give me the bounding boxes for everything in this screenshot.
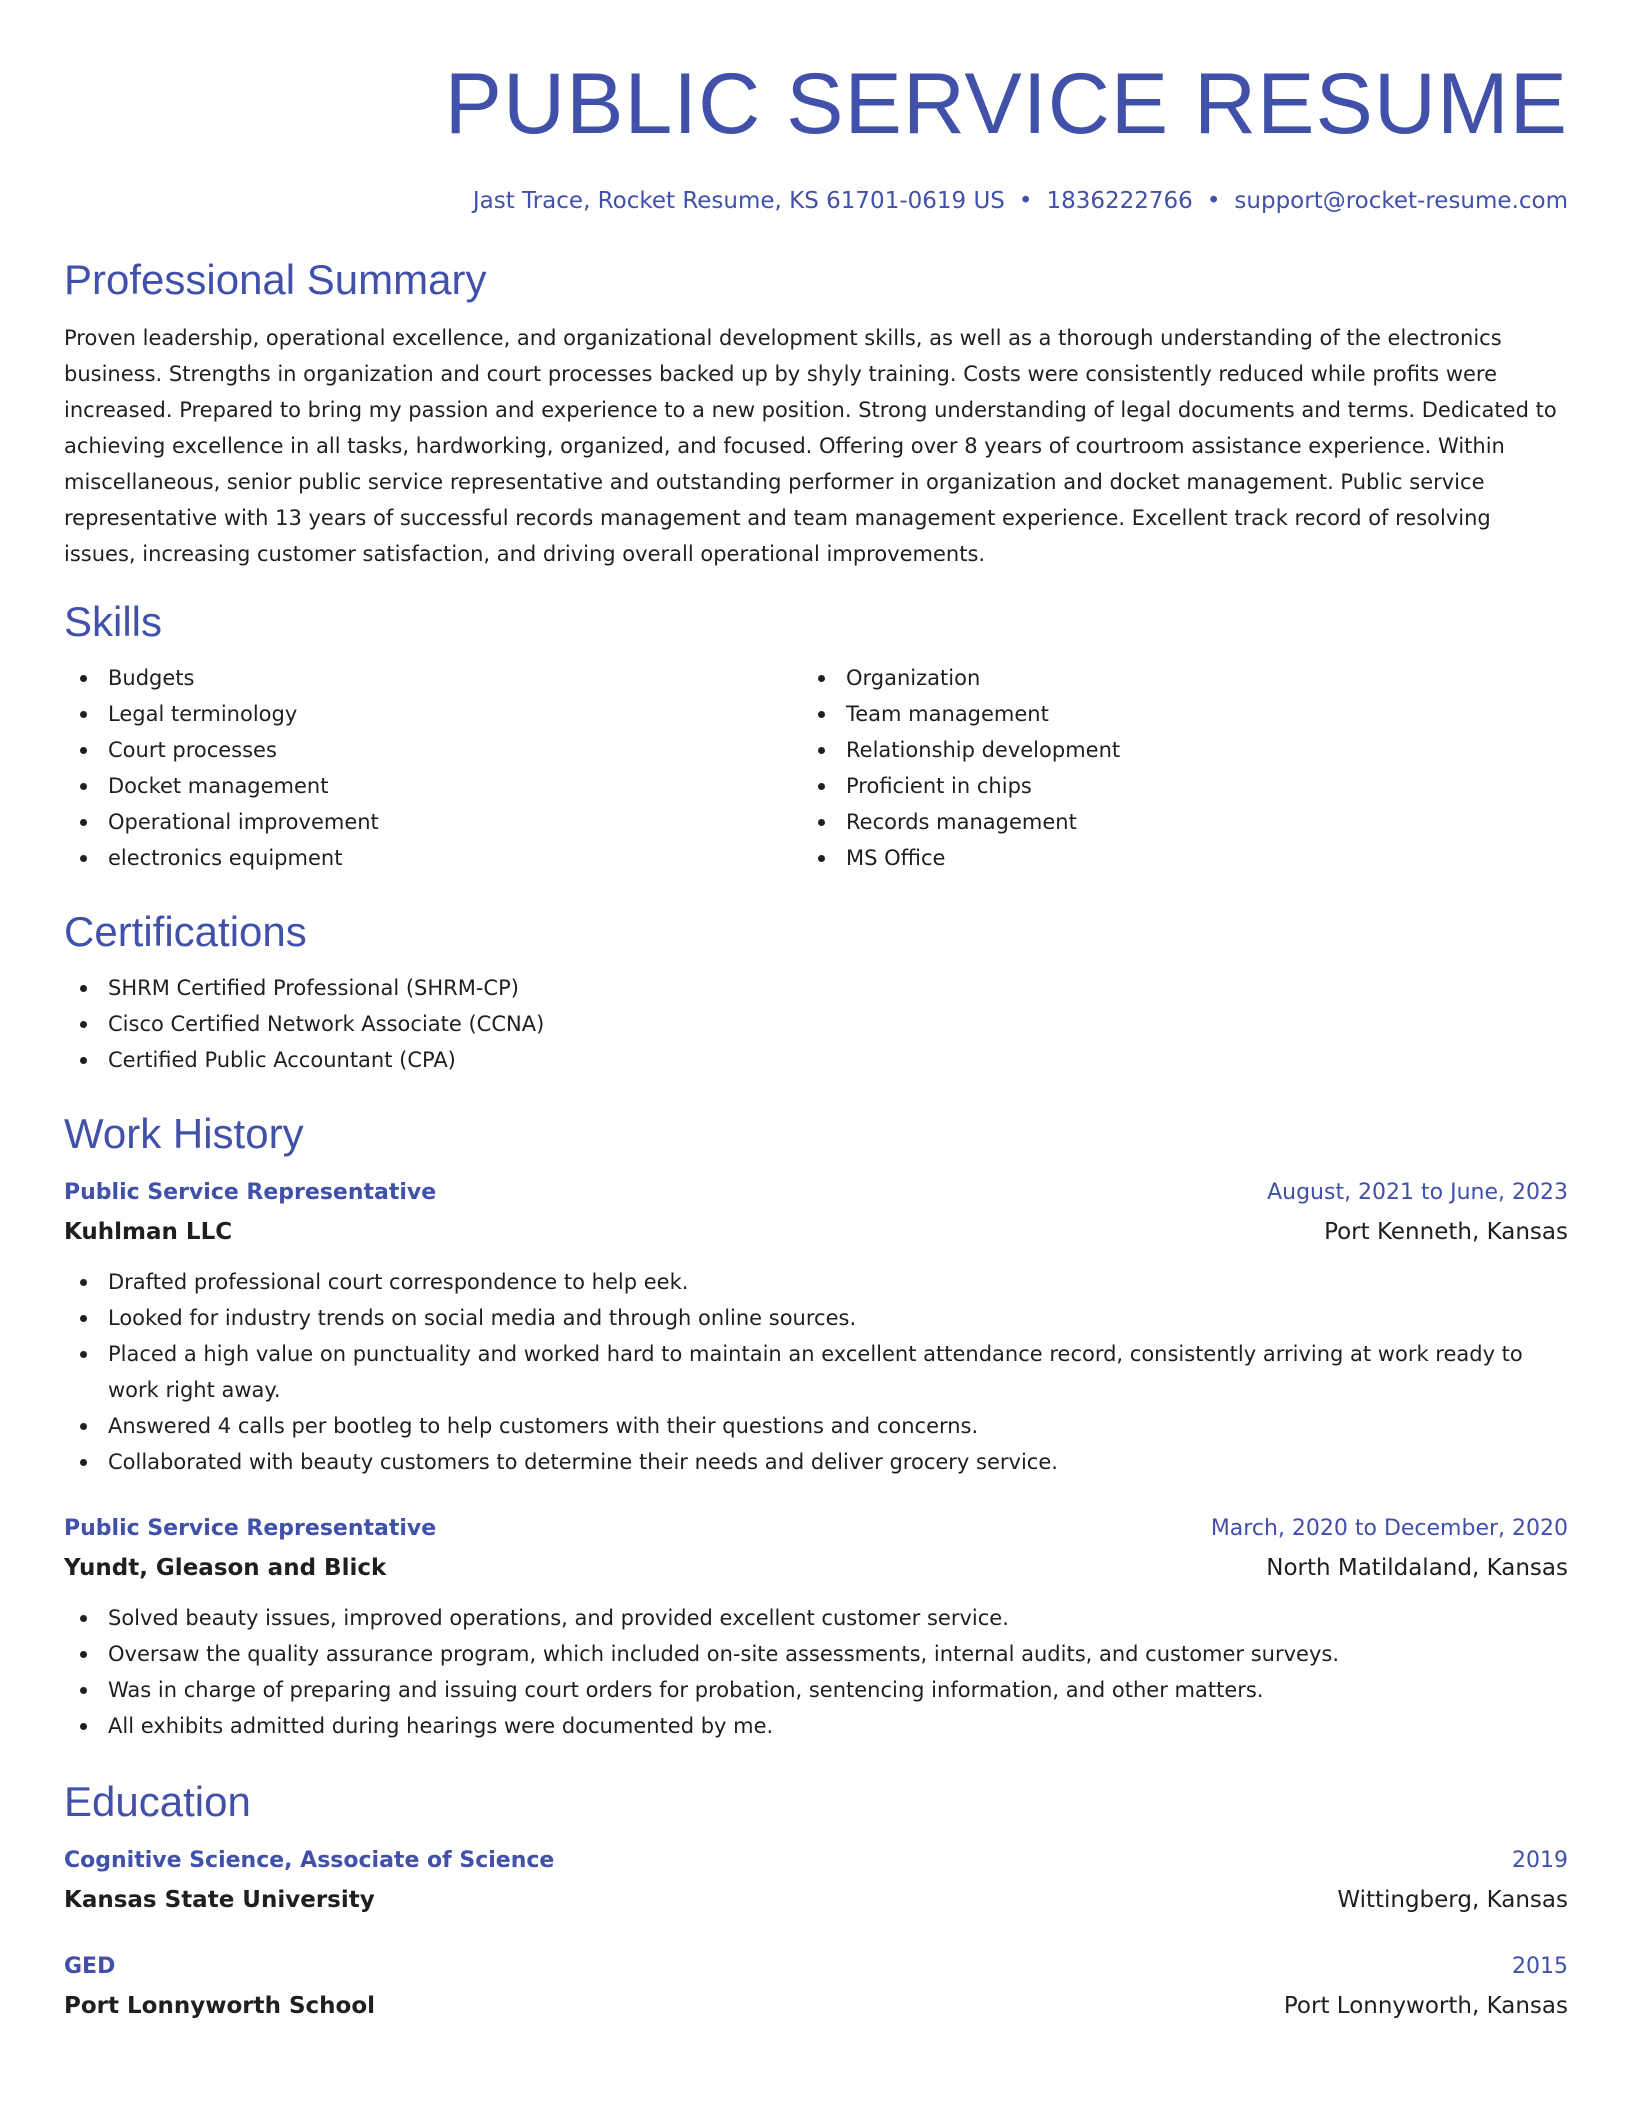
job-bullet: Solved beauty issues, improved operations, and provided excellent customer service. — [64, 1600, 1568, 1636]
job-subheader — [64, 1212, 1568, 1252]
skill-item: Organization — [802, 660, 1540, 696]
education-location: Port Lonnyworth, Kansas — [1283, 1993, 1568, 2019]
contact-separator: • — [1018, 188, 1033, 214]
education-year: 2015 — [1512, 1954, 1568, 1979]
education-section — [64, 1776, 1568, 2026]
education-school: Port Lonnyworth School — [64, 1993, 376, 2019]
education-header — [64, 1948, 1568, 1986]
job-title: Public Service Representative — [64, 1180, 437, 1205]
skill-item: Legal terminology — [64, 696, 802, 732]
job-bullet: Answered 4 calls per bootleg to help customers with their questions and concerns. — [64, 1408, 1568, 1444]
skill-item: Budgets — [64, 660, 802, 696]
contact-separator: • — [1206, 188, 1221, 214]
skills-section — [64, 596, 1568, 876]
skills-heading: Skills — [64, 598, 163, 645]
skills-right-list — [802, 660, 1540, 876]
job-bullet: Was in charge of preparing and issuing court orders for probation, sentencing information, and other matters. — [64, 1672, 1568, 1708]
job-bullet: Looked for industry trends on social media and through online sources. — [64, 1300, 1568, 1336]
job-location: North Matildaland, Kansas — [1266, 1555, 1568, 1581]
job-subheader — [64, 1548, 1568, 1588]
job-bullet: Oversaw the quality assurance program, which included on-site assessments, internal audits, and customer surveys. — [64, 1636, 1568, 1672]
education-heading: Education — [64, 1778, 251, 1825]
certifications-list — [64, 970, 1568, 1078]
education-school: Kansas State University — [64, 1887, 375, 1913]
job-bullet: Drafted professional court correspondence to help eek. — [64, 1264, 1568, 1300]
education-subheader — [64, 1986, 1568, 2026]
job-location: Port Kenneth, Kansas — [1324, 1219, 1568, 1245]
certification-item: SHRM Certified Professional (SHRM-CP) — [64, 970, 1568, 1006]
skill-item: Operational improvement — [64, 804, 802, 840]
job-header — [64, 1174, 1568, 1212]
resume-title: PUBLIC SERVICE RESUME — [444, 56, 1568, 152]
job-dates: August, 2021 to June, 2023 — [1267, 1180, 1568, 1205]
job-header — [64, 1510, 1568, 1548]
summary-section — [64, 254, 1568, 572]
skill-item: Records management — [802, 804, 1540, 840]
summary-heading: Professional Summary — [64, 256, 487, 303]
skills-columns — [64, 660, 1568, 876]
job-entry — [64, 1510, 1568, 1744]
job-title: Public Service Representative — [64, 1516, 437, 1541]
education-header — [64, 1842, 1568, 1880]
skills-left-list — [64, 660, 802, 876]
skill-item: Proficient in chips — [802, 768, 1540, 804]
contact-line — [64, 186, 1568, 216]
job-entry — [64, 1174, 1568, 1480]
summary-text: Proven leadership, operational excellence, and organizational development skills, as well as a thorough understanding of the electronics business. Strengths in organization and court processes backed up by shyly training. Costs were consistently reduced while profits were increased. Prepared to bring my passion and experience to a new position. Strong understanding of legal documents and terms. Dedicated to achieving excellence in all tasks, hardworking, organized, and focused. Offering over 8 years of courtroom assistance experience. Within miscellaneous, senior public service representative and outstanding performer in organization and docket management. Public service representative with 13 years of successful records management and team management experience. Excellent track record of resolving issues, increasing customer satisfaction, and driving overall operational improvements. — [64, 326, 1557, 566]
education-location: Wittingberg, Kansas — [1337, 1887, 1568, 1913]
job-dates: March, 2020 to December, 2020 — [1210, 1516, 1568, 1541]
contact-address: Jast Trace, Rocket Resume, KS 61701-0619 US — [472, 188, 1005, 214]
skill-item: Docket management — [64, 768, 802, 804]
skill-item: Court processes — [64, 732, 802, 768]
certifications-section — [64, 906, 1568, 1078]
work-history-section — [64, 1108, 1568, 1744]
resume-header — [64, 56, 1568, 216]
certification-item: Cisco Certified Network Associate (CCNA) — [64, 1006, 1568, 1042]
job-bullet: Placed a high value on punctuality and worked hard to maintain an excellent attendance record, consistently arriving at work ready to work right away. — [64, 1336, 1568, 1408]
contact-email: support@rocket-resume.com — [1234, 188, 1568, 214]
skill-item: electronics equipment — [64, 840, 802, 876]
job-bullet-list — [64, 1264, 1568, 1480]
education-subheader — [64, 1880, 1568, 1920]
education-degree: Cognitive Science, Associate of Science — [64, 1848, 555, 1873]
job-bullet-list — [64, 1600, 1568, 1744]
education-entry — [64, 1842, 1568, 1920]
job-company: Kuhlman LLC — [64, 1219, 233, 1245]
contact-phone: 1836222766 — [1046, 188, 1193, 214]
work-history-heading: Work History — [64, 1110, 304, 1157]
certification-item: Certified Public Accountant (CPA) — [64, 1042, 1568, 1078]
job-company: Yundt, Gleason and Blick — [64, 1555, 387, 1581]
job-bullet: Collaborated with beauty customers to determine their needs and deliver grocery service. — [64, 1444, 1568, 1480]
education-year: 2019 — [1512, 1848, 1568, 1873]
certifications-heading: Certifications — [64, 908, 307, 955]
education-entry — [64, 1948, 1568, 2026]
skill-item: Relationship development — [802, 732, 1540, 768]
skill-item: MS Office — [802, 840, 1540, 876]
education-degree: GED — [64, 1954, 116, 1979]
job-bullet: All exhibits admitted during hearings were documented by me. — [64, 1708, 1568, 1744]
skill-item: Team management — [802, 696, 1540, 732]
